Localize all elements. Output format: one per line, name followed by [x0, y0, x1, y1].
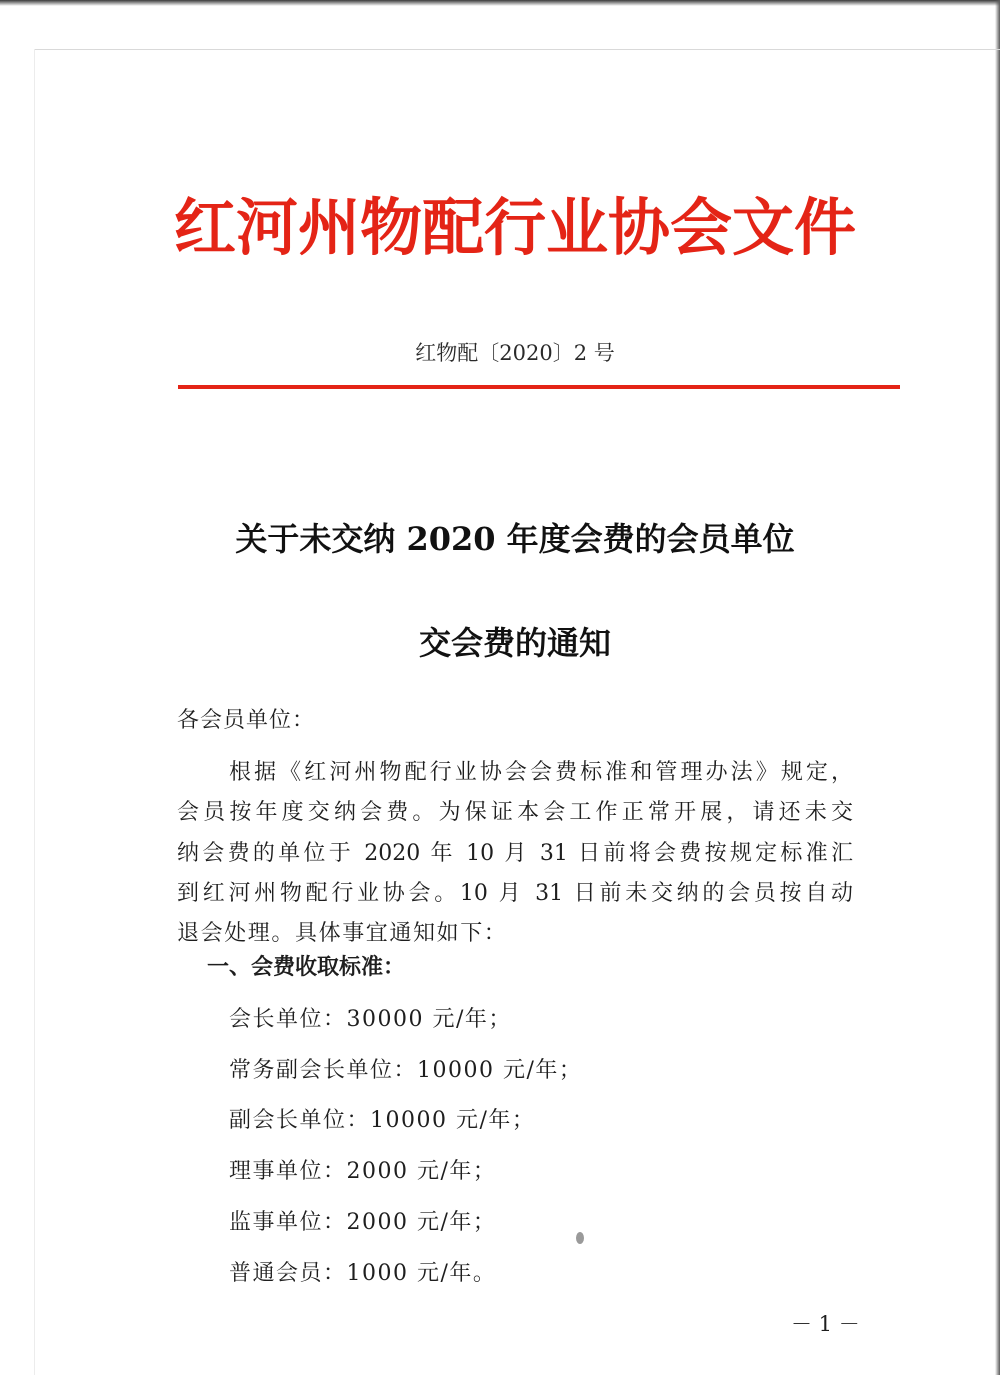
fee-item: 会长单位：30000 元/年； [229, 1007, 512, 1032]
notice-title-line-2: 交会费的通知 [418, 624, 611, 662]
paragraph-line: 纳会费的单位于 2020 年 10 月 31 日前将会费按规定标准汇 [177, 841, 853, 866]
paragraph-line: 会员按年度交纳会费。为保证本会工作正常开展，请还未交 [177, 800, 853, 825]
fee-item: 理事单位：2000 元/年； [229, 1159, 497, 1184]
page-number: － 1 － [791, 1312, 860, 1336]
salutation: 各会员单位： [177, 708, 316, 733]
scan-border-top [35, 49, 1000, 50]
section-heading-fee-standard: 一、会费收取标准： [207, 955, 406, 980]
red-separator-line [178, 385, 900, 389]
notice-title-line-1: 关于未交纳 2020 年度会费的会员单位 [235, 520, 795, 558]
scan-speck [576, 1232, 584, 1244]
paragraph-line: 退会处理。具体事宜通知如下： [177, 921, 508, 946]
paragraph-line: 根据《红河州物配行业协会会费标准和管理办法》规定， [229, 760, 853, 785]
fee-item: 副会长单位：10000 元/年； [229, 1108, 536, 1133]
scan-edge-top [0, 0, 1000, 6]
document-header-title: 红河州物配行业协会文件 [173, 191, 856, 264]
fee-item: 监事单位：2000 元/年； [229, 1210, 497, 1235]
document-number: 红物配〔2020〕2 号 [415, 341, 615, 365]
fee-item: 常务副会长单位：10000 元/年； [229, 1058, 583, 1083]
fee-item: 普通会员：1000 元/年。 [229, 1261, 497, 1286]
paragraph-line: 到红河州物配行业协会。10 月 31 日前未交纳的会员按自动 [177, 881, 853, 906]
